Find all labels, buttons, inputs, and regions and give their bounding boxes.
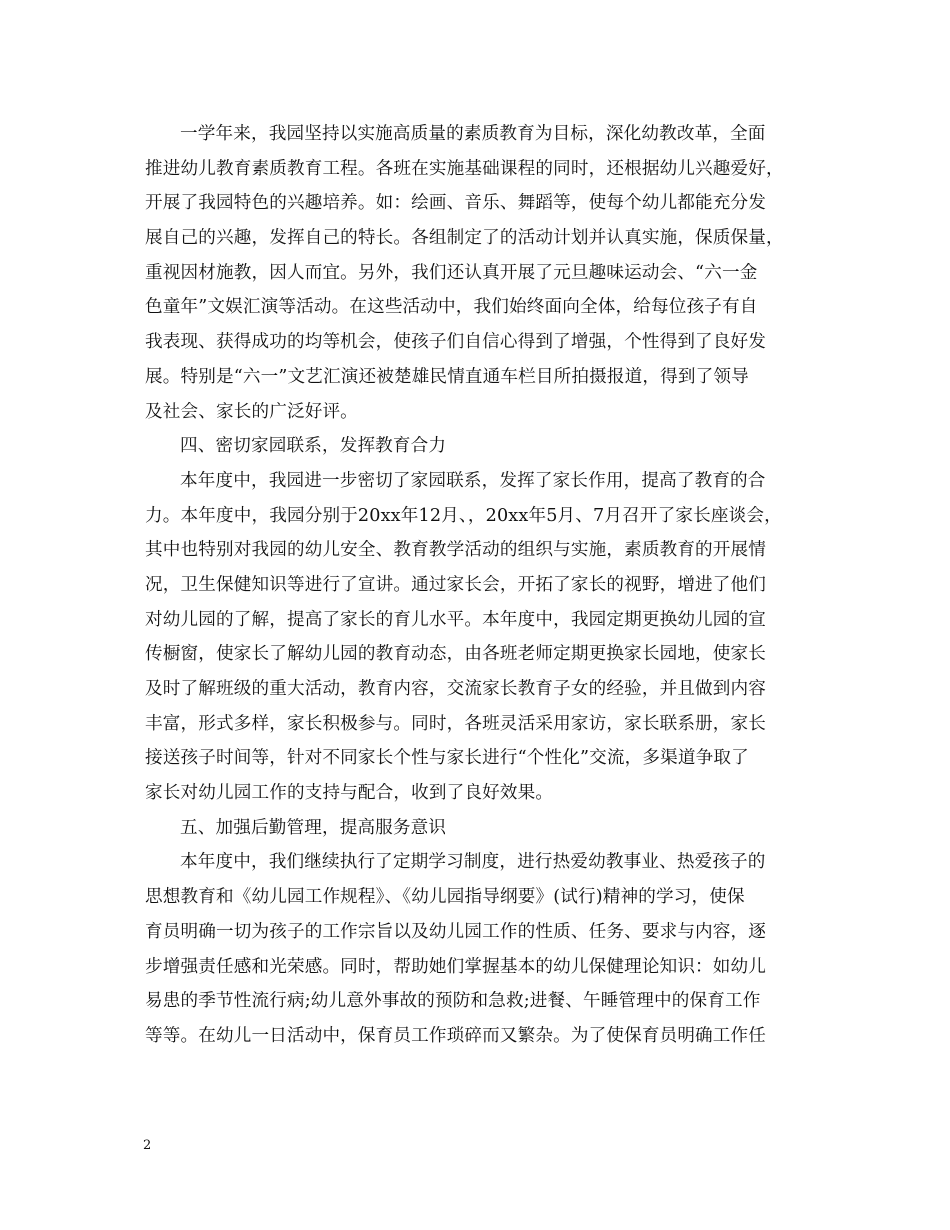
- paragraph-line: 其中也特别对我园的幼儿安全、教育教学活动的组织与实施，素质教育的开展情: [145, 540, 767, 561]
- paragraph-line: 本年度中，我们继续执行了定期学习制度，进行热爱幼教事业、热爱孩子的: [180, 852, 766, 873]
- paragraph-line: 色童年”文娱汇演等活动。在这些活动中，我们始终面向全体，给每位孩子有自: [145, 297, 758, 318]
- paragraph-line: 我表现、获得成功的均等机会，使孩子们自信心得到了增强，个性得到了良好发: [145, 332, 767, 353]
- paragraph-line: 本年度中，我园进一步密切了家园联系，发挥了家长作用，提高了教育的合: [180, 470, 766, 491]
- paragraph-line: 开展了我园特色的兴趣培养。如：绘画、音乐、舞蹈等，使每个幼儿都能充分发: [145, 193, 767, 214]
- paragraph-line: 及社会、家长的广泛好评。: [145, 401, 358, 422]
- paragraph-line: 重视因材施教，因人而宜。另外，我们还认真开展了元旦趣味运动会、“六一金: [145, 262, 758, 283]
- page-number: 2: [143, 1138, 152, 1153]
- paragraph-line: 等等。在幼儿一日活动中，保育员工作琐碎而又繁杂。为了使保育员明确工作任: [145, 1025, 767, 1046]
- section-heading: 四、密切家园联系，发挥教育合力: [180, 436, 447, 457]
- paragraph-line: 易患的季节性流行病;幼儿意外事故的预防和急救;进餐、午睡管理中的保育工作: [145, 991, 761, 1012]
- paragraph-line: 一学年来，我园坚持以实施高质量的素质教育为目标，深化幼教改革，全面: [180, 124, 766, 144]
- paragraph-line: 及时了解班级的重大活动，教育内容，交流家长教育子女的经验，并且做到内容: [145, 679, 767, 699]
- paragraph-line: 展自己的兴趣，发挥自己的特长。各组制定了的活动计划并认真实施，保质保量，: [145, 228, 784, 249]
- paragraph-line: 传橱窗，使家长了解幼儿园的教育动态，由各班老师定期更换家长园地，使家长: [145, 644, 767, 665]
- paragraph-line: 步增强责任感和光荣感。同时，帮助她们掌握基本的幼儿保健理论知识：如幼儿: [145, 956, 767, 977]
- paragraph-line: 思想教育和《幼儿园工作规程》、《幼儿园指导纲要》(试行)精神的学习，使保: [145, 887, 745, 908]
- paragraph-line: 家长对幼儿园工作的支持与配合，收到了良好效果。: [145, 783, 554, 804]
- paragraph-line: 丰富，形式多样，家长积极参与。同时，各班灵活采用家访，家长联系册，家长: [145, 713, 767, 734]
- body-text: [145, 117, 817, 1054]
- paragraph-line: 推进幼儿教育素质教育工程。各班在实施基础课程的同时，还根据幼儿兴趣爱好，: [145, 158, 784, 179]
- paragraph-line: 接送孩子时间等，针对不同家长个性与家长进行“个性化”交流，多渠道争取了: [145, 748, 749, 769]
- paragraph-line: 力。本年度中，我园分别于20xx年12月、，20xx年5月、7月召开了家长座谈会，: [145, 505, 782, 526]
- paragraph-line: 况，卫生保健知识等进行了宣讲。通过家长会，开拓了家长的视野，增进了他们: [145, 574, 767, 595]
- section-heading: 五、加强后勤管理，提高服务意识: [180, 817, 447, 838]
- paragraph-line: 育员明确一切为孩子的工作宗旨以及幼儿园工作的性质、任务、要求与内容，逐: [145, 921, 767, 942]
- paragraph-line: 对幼儿园的了解，提高了家长的育儿水平。本年度中，我园定期更换幼儿园的宣: [145, 609, 767, 630]
- paragraph-line: 展。特别是“六一”文艺汇演还被楚雄民情直通车栏目所拍摄报道，得到了领导: [145, 366, 749, 387]
